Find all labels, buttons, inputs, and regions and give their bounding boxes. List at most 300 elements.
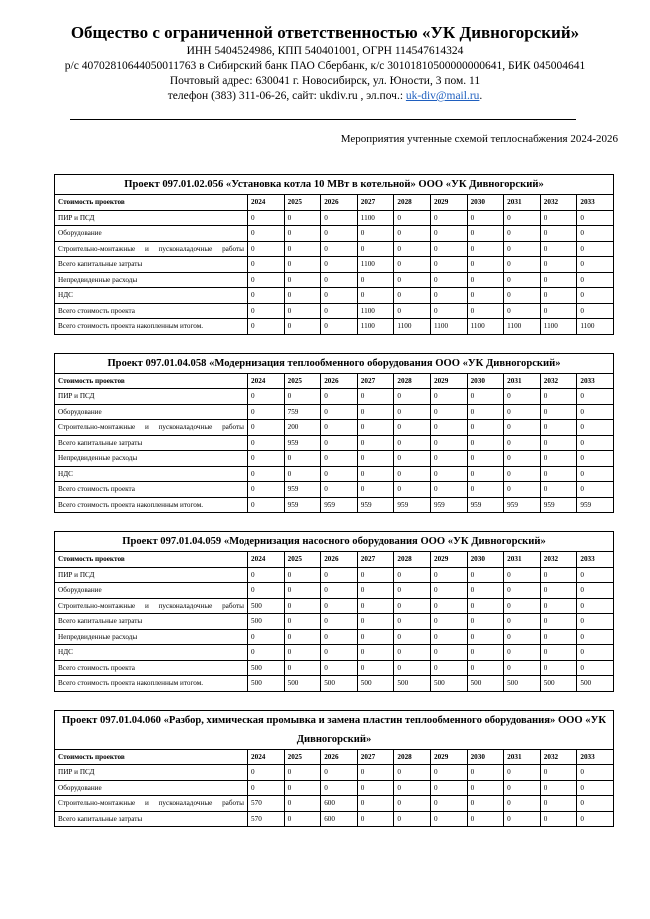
value-cell: 0 bbox=[357, 435, 394, 451]
value-cell: 0 bbox=[577, 389, 614, 405]
value-cell: 0 bbox=[321, 598, 358, 614]
value-cell: 0 bbox=[394, 629, 431, 645]
table-row bbox=[55, 567, 614, 583]
value-cell: 0 bbox=[357, 598, 394, 614]
column-header-year: 2024 bbox=[248, 373, 285, 389]
row-label: Строительно-монтажные и пусконаладочные работы bbox=[55, 420, 248, 436]
value-cell: 0 bbox=[248, 241, 285, 257]
value-cell: 0 bbox=[540, 660, 577, 676]
value-cell: 0 bbox=[284, 257, 321, 273]
value-cell: 0 bbox=[504, 451, 541, 467]
column-header-year: 2032 bbox=[540, 749, 577, 765]
value-cell: 0 bbox=[504, 645, 541, 661]
column-header-year: 2030 bbox=[467, 749, 504, 765]
value-cell: 959 bbox=[540, 497, 577, 513]
row-label: Всего стоимость проекта bbox=[55, 660, 248, 676]
table-row bbox=[55, 257, 614, 273]
value-cell: 959 bbox=[357, 497, 394, 513]
value-cell: 0 bbox=[577, 811, 614, 827]
column-header-year: 2029 bbox=[430, 373, 467, 389]
table-row bbox=[55, 583, 614, 599]
value-cell: 0 bbox=[467, 226, 504, 242]
value-cell: 0 bbox=[321, 303, 358, 319]
value-cell: 0 bbox=[248, 226, 285, 242]
row-label: Всего капитальные затраты bbox=[55, 435, 248, 451]
row-label: ПИР и ПСД bbox=[55, 210, 248, 226]
value-cell: 0 bbox=[394, 226, 431, 242]
value-cell: 0 bbox=[540, 614, 577, 630]
value-cell: 0 bbox=[540, 288, 577, 304]
value-cell: 0 bbox=[430, 598, 467, 614]
contacts bbox=[0, 89, 650, 104]
value-cell: 0 bbox=[357, 645, 394, 661]
value-cell: 0 bbox=[321, 765, 358, 781]
value-cell: 0 bbox=[394, 811, 431, 827]
value-cell: 0 bbox=[467, 451, 504, 467]
value-cell: 0 bbox=[540, 567, 577, 583]
value-cell: 0 bbox=[504, 796, 541, 812]
value-cell: 0 bbox=[394, 614, 431, 630]
value-cell: 0 bbox=[357, 226, 394, 242]
value-cell: 0 bbox=[504, 614, 541, 630]
value-cell: 0 bbox=[430, 288, 467, 304]
value-cell: 0 bbox=[577, 241, 614, 257]
value-cell: 0 bbox=[504, 780, 541, 796]
value-cell: 0 bbox=[248, 466, 285, 482]
value-cell: 0 bbox=[321, 319, 358, 335]
value-cell: 0 bbox=[540, 257, 577, 273]
value-cell: 0 bbox=[430, 404, 467, 420]
value-cell: 0 bbox=[467, 614, 504, 630]
value-cell: 500 bbox=[430, 676, 467, 692]
value-cell: 0 bbox=[504, 226, 541, 242]
value-cell: 0 bbox=[394, 257, 431, 273]
value-cell: 0 bbox=[321, 288, 358, 304]
value-cell: 0 bbox=[284, 629, 321, 645]
row-label: Всего капитальные затраты bbox=[55, 614, 248, 630]
row-label: Всего стоимость проекта накопленным итогом. bbox=[55, 497, 248, 513]
value-cell: 0 bbox=[467, 796, 504, 812]
value-cell: 0 bbox=[248, 272, 285, 288]
column-header-year: 2029 bbox=[430, 552, 467, 568]
value-cell: 959 bbox=[394, 497, 431, 513]
table-row bbox=[55, 796, 614, 812]
value-cell: 0 bbox=[540, 811, 577, 827]
value-cell: 0 bbox=[430, 226, 467, 242]
column-header-year: 2024 bbox=[248, 552, 285, 568]
value-cell: 0 bbox=[430, 466, 467, 482]
value-cell: 0 bbox=[504, 811, 541, 827]
value-cell: 0 bbox=[357, 272, 394, 288]
value-cell: 0 bbox=[467, 482, 504, 498]
value-cell: 0 bbox=[284, 466, 321, 482]
value-cell: 0 bbox=[540, 466, 577, 482]
value-cell: 0 bbox=[321, 629, 358, 645]
value-cell: 0 bbox=[248, 420, 285, 436]
row-label: Непредвиденные расходы bbox=[55, 451, 248, 467]
value-cell: 0 bbox=[540, 598, 577, 614]
value-cell: 0 bbox=[394, 303, 431, 319]
column-header-year: 2029 bbox=[430, 195, 467, 211]
value-cell: 0 bbox=[540, 272, 577, 288]
column-header-year: 2032 bbox=[540, 373, 577, 389]
value-cell: 0 bbox=[248, 257, 285, 273]
value-cell: 0 bbox=[394, 451, 431, 467]
value-cell: 0 bbox=[577, 272, 614, 288]
postal-address: Почтовый адрес: 630041 г. Новосибирск, ул. Юности, 3 пом. 11 bbox=[169, 75, 481, 87]
value-cell: 0 bbox=[467, 420, 504, 436]
value-cell: 0 bbox=[430, 567, 467, 583]
table-row bbox=[55, 811, 614, 827]
value-cell: 500 bbox=[577, 676, 614, 692]
value-cell: 0 bbox=[357, 482, 394, 498]
value-cell: 0 bbox=[577, 420, 614, 436]
table-row bbox=[55, 272, 614, 288]
value-cell: 570 bbox=[248, 811, 285, 827]
value-cell: 0 bbox=[321, 435, 358, 451]
value-cell: 959 bbox=[284, 482, 321, 498]
value-cell: 0 bbox=[540, 420, 577, 436]
value-cell: 0 bbox=[577, 257, 614, 273]
table-row bbox=[55, 676, 614, 692]
value-cell: 570 bbox=[248, 796, 285, 812]
value-cell: 0 bbox=[321, 466, 358, 482]
value-cell: 0 bbox=[577, 660, 614, 676]
value-cell: 600 bbox=[321, 811, 358, 827]
value-cell: 0 bbox=[430, 583, 467, 599]
table-header-row bbox=[55, 749, 614, 765]
column-header-year: 2032 bbox=[540, 552, 577, 568]
value-cell: 1100 bbox=[357, 210, 394, 226]
value-cell: 0 bbox=[540, 389, 577, 405]
table-row bbox=[55, 420, 614, 436]
column-header-year: 2028 bbox=[394, 373, 431, 389]
value-cell: 0 bbox=[284, 226, 321, 242]
value-cell: 0 bbox=[430, 660, 467, 676]
table-row bbox=[55, 598, 614, 614]
column-header-cost: Стоимость проектов bbox=[55, 195, 248, 211]
value-cell: 0 bbox=[394, 435, 431, 451]
value-cell: 0 bbox=[248, 765, 285, 781]
table-row bbox=[55, 629, 614, 645]
row-label: Оборудование bbox=[55, 780, 248, 796]
value-cell: 0 bbox=[394, 780, 431, 796]
value-cell: 959 bbox=[284, 435, 321, 451]
table-row bbox=[55, 497, 614, 513]
value-cell: 0 bbox=[577, 451, 614, 467]
value-cell: 0 bbox=[577, 629, 614, 645]
value-cell: 0 bbox=[540, 303, 577, 319]
value-cell: 1100 bbox=[430, 319, 467, 335]
value-cell: 0 bbox=[577, 482, 614, 498]
value-cell: 500 bbox=[357, 676, 394, 692]
value-cell: 0 bbox=[540, 451, 577, 467]
table-row bbox=[55, 660, 614, 676]
value-cell: 0 bbox=[467, 257, 504, 273]
value-cell: 0 bbox=[467, 272, 504, 288]
row-label: Строительно-монтажные и пусконаладочные работы bbox=[55, 796, 248, 812]
value-cell: 0 bbox=[540, 796, 577, 812]
value-cell: 0 bbox=[467, 303, 504, 319]
project-title: Проект 097.01.04.059 «Модернизация насосного оборудования ООО «УК Дивногорский» bbox=[55, 532, 614, 552]
table-row bbox=[55, 404, 614, 420]
value-cell: 500 bbox=[248, 660, 285, 676]
value-cell: 0 bbox=[357, 796, 394, 812]
column-header-cost: Стоимость проектов bbox=[55, 552, 248, 568]
document-subtitle: Мероприятия учтенные схемой теплоснабжения 2024-2026 bbox=[340, 133, 618, 145]
value-cell: 1100 bbox=[357, 257, 394, 273]
value-cell: 0 bbox=[357, 466, 394, 482]
value-cell: 0 bbox=[321, 210, 358, 226]
table-row bbox=[55, 288, 614, 304]
column-header-year: 2027 bbox=[357, 552, 394, 568]
value-cell: 0 bbox=[394, 567, 431, 583]
value-cell: 0 bbox=[504, 288, 541, 304]
value-cell: 0 bbox=[504, 435, 541, 451]
value-cell: 0 bbox=[467, 629, 504, 645]
value-cell: 0 bbox=[284, 389, 321, 405]
letterhead bbox=[0, 0, 650, 104]
column-header-year: 2027 bbox=[357, 749, 394, 765]
value-cell: 0 bbox=[394, 241, 431, 257]
column-header-year: 2025 bbox=[284, 195, 321, 211]
value-cell: 500 bbox=[248, 598, 285, 614]
row-label: Всего капитальные затраты bbox=[55, 257, 248, 273]
value-cell: 759 bbox=[284, 404, 321, 420]
value-cell: 0 bbox=[394, 796, 431, 812]
value-cell: 959 bbox=[430, 497, 467, 513]
project-tables bbox=[54, 174, 614, 845]
email-link[interactable]: uk-div@mail.ru bbox=[405, 90, 480, 102]
value-cell: 0 bbox=[394, 466, 431, 482]
row-label: ПИР и ПСД bbox=[55, 567, 248, 583]
column-header-year: 2025 bbox=[284, 552, 321, 568]
bank-details: р/с 40702810644050011763 в Сибирский банк ПАО Сбербанк, к/с 30101810500000000641, БИК 045004641 bbox=[64, 60, 586, 72]
table-row bbox=[55, 210, 614, 226]
project-table bbox=[54, 353, 614, 514]
row-label: Всего стоимость проекта bbox=[55, 303, 248, 319]
column-header-year: 2033 bbox=[577, 552, 614, 568]
value-cell: 0 bbox=[467, 567, 504, 583]
value-cell: 0 bbox=[248, 629, 285, 645]
value-cell: 0 bbox=[284, 660, 321, 676]
value-cell: 0 bbox=[248, 404, 285, 420]
column-header-year: 2026 bbox=[321, 749, 358, 765]
row-label: Всего стоимость проекта накопленным итогом. bbox=[55, 319, 248, 335]
value-cell: 0 bbox=[394, 210, 431, 226]
value-cell: 0 bbox=[504, 567, 541, 583]
value-cell: 0 bbox=[248, 389, 285, 405]
value-cell: 0 bbox=[284, 765, 321, 781]
value-cell: 0 bbox=[430, 765, 467, 781]
value-cell: 0 bbox=[284, 288, 321, 304]
column-header-year: 2030 bbox=[467, 373, 504, 389]
table-header-row bbox=[55, 373, 614, 389]
column-header-year: 2024 bbox=[248, 749, 285, 765]
value-cell: 0 bbox=[467, 660, 504, 676]
column-header-year: 2032 bbox=[540, 195, 577, 211]
value-cell: 0 bbox=[540, 629, 577, 645]
value-cell: 0 bbox=[430, 303, 467, 319]
value-cell: 0 bbox=[321, 389, 358, 405]
value-cell: 0 bbox=[540, 435, 577, 451]
value-cell: 0 bbox=[357, 389, 394, 405]
value-cell: 0 bbox=[284, 796, 321, 812]
value-cell: 0 bbox=[577, 435, 614, 451]
column-header-year: 2030 bbox=[467, 195, 504, 211]
value-cell: 0 bbox=[357, 614, 394, 630]
value-cell: 0 bbox=[248, 497, 285, 513]
project-title: Проект 097.01.04.058 «Модернизация теплообменного оборудования ООО «УК Дивногорский» bbox=[55, 353, 614, 373]
value-cell: 0 bbox=[504, 303, 541, 319]
value-cell: 0 bbox=[321, 614, 358, 630]
column-header-year: 2026 bbox=[321, 373, 358, 389]
value-cell: 0 bbox=[540, 226, 577, 242]
column-header-year: 2030 bbox=[467, 552, 504, 568]
value-cell: 600 bbox=[321, 796, 358, 812]
project-table bbox=[54, 174, 614, 335]
value-cell: 0 bbox=[248, 645, 285, 661]
value-cell: 0 bbox=[430, 210, 467, 226]
value-cell: 0 bbox=[248, 482, 285, 498]
row-label: НДС bbox=[55, 645, 248, 661]
project-table bbox=[54, 710, 614, 828]
column-header-year: 2026 bbox=[321, 552, 358, 568]
value-cell: 0 bbox=[504, 765, 541, 781]
value-cell: 0 bbox=[284, 780, 321, 796]
column-header-year: 2024 bbox=[248, 195, 285, 211]
value-cell: 0 bbox=[394, 598, 431, 614]
table-row bbox=[55, 241, 614, 257]
row-label: ПИР и ПСД bbox=[55, 389, 248, 405]
project-title: Проект 097.01.02.056 «Установка котла 10 МВт в котельной» ООО «УК Дивногорский» bbox=[55, 175, 614, 195]
column-header-cost: Стоимость проектов bbox=[55, 749, 248, 765]
value-cell: 0 bbox=[394, 583, 431, 599]
value-cell: 0 bbox=[577, 288, 614, 304]
value-cell: 0 bbox=[577, 796, 614, 812]
row-label: Всего капитальные затраты bbox=[55, 811, 248, 827]
value-cell: 0 bbox=[248, 288, 285, 304]
value-cell: 0 bbox=[284, 272, 321, 288]
value-cell: 0 bbox=[504, 583, 541, 599]
value-cell: 0 bbox=[540, 765, 577, 781]
column-header-year: 2031 bbox=[504, 195, 541, 211]
value-cell: 0 bbox=[357, 811, 394, 827]
value-cell: 0 bbox=[467, 466, 504, 482]
value-cell: 959 bbox=[577, 497, 614, 513]
value-cell: 0 bbox=[540, 241, 577, 257]
value-cell: 0 bbox=[248, 451, 285, 467]
value-cell: 0 bbox=[540, 780, 577, 796]
value-cell: 0 bbox=[394, 645, 431, 661]
column-header-year: 2029 bbox=[430, 749, 467, 765]
value-cell: 0 bbox=[467, 241, 504, 257]
value-cell: 500 bbox=[284, 676, 321, 692]
column-header-year: 2031 bbox=[504, 749, 541, 765]
value-cell: 0 bbox=[394, 404, 431, 420]
value-cell: 500 bbox=[540, 676, 577, 692]
value-cell: 0 bbox=[577, 614, 614, 630]
value-cell: 0 bbox=[430, 435, 467, 451]
value-cell: 0 bbox=[357, 660, 394, 676]
value-cell: 0 bbox=[394, 660, 431, 676]
value-cell: 0 bbox=[504, 482, 541, 498]
table-header-row bbox=[55, 195, 614, 211]
column-header-cost: Стоимость проектов bbox=[55, 373, 248, 389]
value-cell: 0 bbox=[248, 319, 285, 335]
column-header-year: 2025 bbox=[284, 373, 321, 389]
column-header-year: 2028 bbox=[394, 195, 431, 211]
value-cell: 0 bbox=[540, 210, 577, 226]
column-header-year: 2033 bbox=[577, 195, 614, 211]
value-cell: 1100 bbox=[540, 319, 577, 335]
value-cell: 500 bbox=[248, 614, 285, 630]
value-cell: 0 bbox=[394, 389, 431, 405]
value-cell: 0 bbox=[467, 435, 504, 451]
value-cell: 0 bbox=[357, 420, 394, 436]
value-cell: 0 bbox=[321, 451, 358, 467]
value-cell: 0 bbox=[321, 272, 358, 288]
value-cell: 0 bbox=[394, 482, 431, 498]
row-label: Всего стоимость проекта накопленным итогом. bbox=[55, 676, 248, 692]
value-cell: 0 bbox=[504, 660, 541, 676]
table-row bbox=[55, 645, 614, 661]
value-cell: 0 bbox=[284, 645, 321, 661]
row-label: Непредвиденные расходы bbox=[55, 629, 248, 645]
value-cell: 0 bbox=[321, 482, 358, 498]
value-cell: 200 bbox=[284, 420, 321, 436]
value-cell: 0 bbox=[284, 598, 321, 614]
value-cell: 0 bbox=[504, 598, 541, 614]
value-cell: 0 bbox=[577, 598, 614, 614]
value-cell: 0 bbox=[430, 645, 467, 661]
value-cell: 0 bbox=[430, 796, 467, 812]
value-cell: 0 bbox=[284, 614, 321, 630]
value-cell: 0 bbox=[248, 583, 285, 599]
column-header-year: 2027 bbox=[357, 195, 394, 211]
value-cell: 0 bbox=[504, 404, 541, 420]
value-cell: 500 bbox=[504, 676, 541, 692]
value-cell: 0 bbox=[394, 288, 431, 304]
column-header-year: 2033 bbox=[577, 749, 614, 765]
table-row bbox=[55, 466, 614, 482]
value-cell: 0 bbox=[577, 210, 614, 226]
value-cell: 0 bbox=[540, 645, 577, 661]
value-cell: 959 bbox=[467, 497, 504, 513]
value-cell: 0 bbox=[321, 567, 358, 583]
value-cell: 0 bbox=[504, 629, 541, 645]
value-cell: 0 bbox=[394, 765, 431, 781]
column-header-year: 2031 bbox=[504, 552, 541, 568]
value-cell: 0 bbox=[504, 389, 541, 405]
value-cell: 0 bbox=[467, 645, 504, 661]
table-row bbox=[55, 451, 614, 467]
value-cell: 0 bbox=[430, 241, 467, 257]
value-cell: 0 bbox=[430, 257, 467, 273]
row-label: Строительно-монтажные и пусконаладочные работы bbox=[55, 598, 248, 614]
value-cell: 0 bbox=[467, 811, 504, 827]
value-cell: 1100 bbox=[467, 319, 504, 335]
table-row bbox=[55, 780, 614, 796]
value-cell: 0 bbox=[577, 404, 614, 420]
value-cell: 0 bbox=[430, 811, 467, 827]
value-cell: 0 bbox=[357, 288, 394, 304]
value-cell: 1100 bbox=[394, 319, 431, 335]
value-cell: 0 bbox=[321, 257, 358, 273]
value-cell: 0 bbox=[357, 241, 394, 257]
value-cell: 1100 bbox=[504, 319, 541, 335]
column-header-year: 2026 bbox=[321, 195, 358, 211]
